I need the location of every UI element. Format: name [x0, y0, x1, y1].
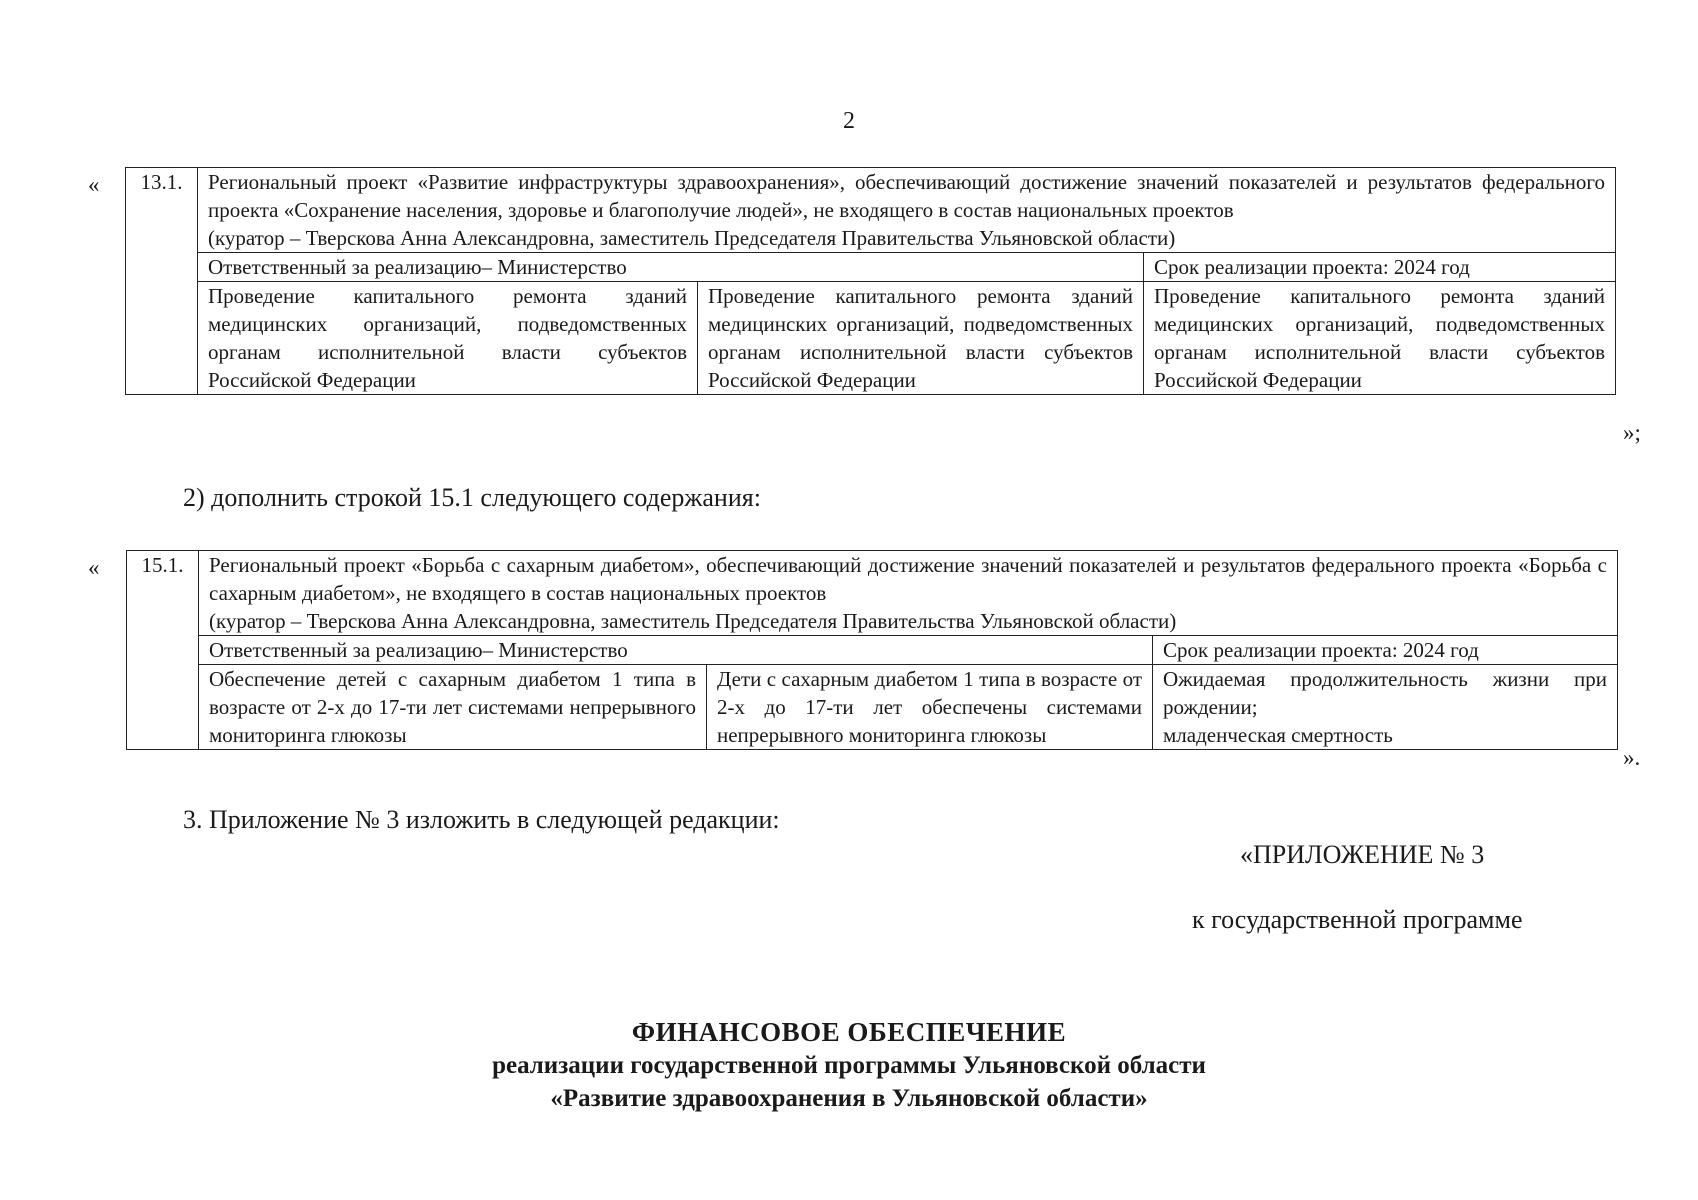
project-curator: (куратор – Тверскова Анна Александровна, заместитель Председателя Правительства Ульяновской области) — [208, 226, 1176, 250]
project-title: Региональный проект «Борьба с сахарным диабетом», обеспечивающий достижение значений показателей и результатов федерального проекта «Борьба с сахарным диабетом», не входящего в состав национальных проектов — [209, 553, 1608, 605]
project-title: Региональный проект «Развитие инфраструктуры здравоохранения», обеспечивающий достижение значений показателей и результатов федерального проекта «Сохранение населения, здоровье и благополучие людей», не входящего в состав национальных проектов — [208, 170, 1606, 222]
project-row-15-table — [126, 550, 1618, 750]
task-cell: Обеспечение детей с сахарным диабетом 1 типа в возрасте от 2-х до 17-ти лет системами непрерывного мониторинга глюкозы — [199, 665, 707, 750]
project-row-13-table — [125, 167, 1616, 395]
instruction-paragraph-3: 3. Приложение № 3 изложить в следующей редакции: — [183, 805, 780, 834]
section-heading: ФИНАНСОВОЕ ОБЕСПЕЧЕНИЕ — [631, 1017, 1067, 1047]
appendix-title: «ПРИЛОЖЕНИЕ № 3 — [1240, 840, 1485, 869]
quote-open: « — [88, 172, 100, 197]
indicator-line: младенческая смертность — [1163, 723, 1393, 747]
responsible-cell: Ответственный за реализацию– Министерство — [198, 253, 1144, 282]
indicator-cell — [1153, 665, 1618, 750]
project-title-cell — [198, 168, 1616, 253]
quote-open: « — [88, 555, 100, 580]
responsible-cell: Ответственный за реализацию– Министерство — [199, 636, 1153, 665]
instruction-paragraph-2: 2) дополнить строкой 15.1 следующего содержания: — [183, 483, 761, 512]
result-cell: Дети с сахарным диабетом 1 типа в возрасте от 2-х до 17-ти лет обеспечены системами непрерывного мониторинга глюкозы — [707, 665, 1153, 750]
row-number: 15.1. — [127, 551, 199, 750]
indicator-line: Ожидаемая продолжительность жизни при рождении; — [1163, 667, 1608, 719]
section-subheading: «Развитие здравоохранения в Ульяновской области» — [550, 1085, 1148, 1112]
deadline-cell: Срок реализации проекта: 2024 год — [1144, 253, 1616, 282]
quote-close: ». — [1623, 745, 1641, 770]
project-title-cell — [199, 551, 1618, 636]
appendix-subtitle: к государственной программе — [1192, 905, 1523, 934]
deadline-cell: Срок реализации проекта: 2024 год — [1153, 636, 1618, 665]
section-subheading: реализации государственной программы Ульяновской области — [492, 1052, 1206, 1079]
project-curator: (куратор – Тверскова Анна Александровна, заместитель Председателя Правительства Ульяновской области) — [209, 609, 1177, 633]
page-number: 2 — [843, 108, 855, 134]
quote-close: »; — [1623, 420, 1641, 445]
result-cell: Проведение капитального ремонта зданий медицинских организаций, подведомственных органам исполнительной власти субъектов Российской Федерации — [698, 282, 1144, 395]
indicator-cell: Проведение капитального ремонта зданий медицинских организаций, подведомственных органам исполнительной власти субъектов Российской Федерации — [1144, 282, 1616, 395]
task-cell: Проведение капитального ремонта зданий медицинских организаций, подведомственных органам исполнительной власти субъектов Российской Федерации — [198, 282, 698, 395]
row-number: 13.1. — [126, 168, 198, 395]
